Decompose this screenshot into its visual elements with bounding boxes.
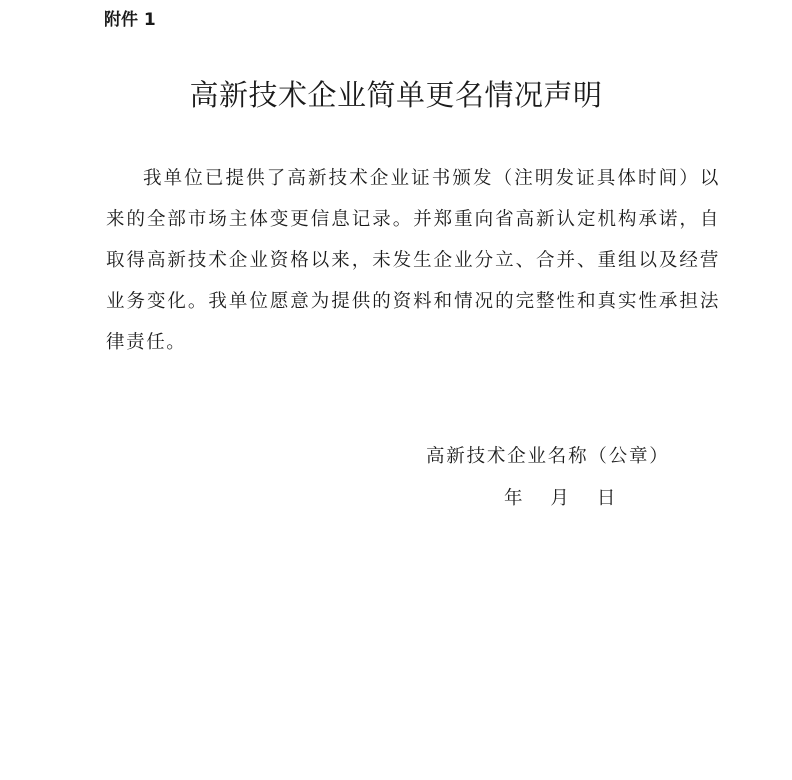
declaration-body: 我单位已提供了高新技术企业证书颁发（注明发证具体时间）以来的全部市场主体变更信息记录。并郑重向省高新认定机构承诺，自取得高新技术企业资格以来，未发生企业分立、合并、重组以及经营业务变化。我单位愿意为提供的资料和情况的完整性和真实性承担法律责任。 [106, 168, 720, 353]
date-month: 月 [550, 488, 569, 509]
date-year: 年 [504, 488, 523, 509]
attachment-label: 附件 1 [104, 10, 156, 30]
document-title: 高新技术企业简单更名情况声明 [189, 78, 603, 112]
signature-date [504, 484, 615, 510]
company-seal-line: 高新技术企业名称（公章） [426, 446, 670, 467]
date-day: 日 [596, 488, 616, 509]
